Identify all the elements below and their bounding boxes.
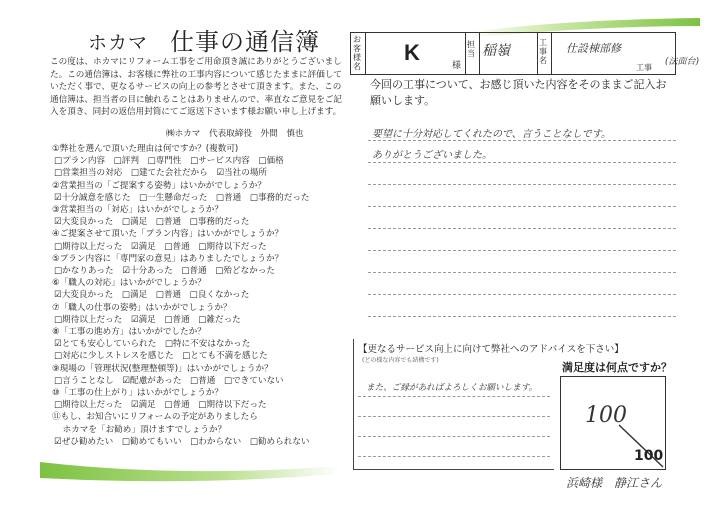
question-item: [52, 302, 348, 326]
score-heading: 満足度は何点ですか？: [562, 361, 672, 374]
score-handwritten: 100: [585, 403, 627, 428]
ruled-line: [368, 184, 676, 185]
question-options: ホカマを「お勧め」頂けますでしょうか？: [54, 424, 227, 435]
question-title: ②営業担当の「ご提案する姿勢」はいかがでしょうか？: [52, 180, 266, 191]
question-options[interactable]: □プラン内容 □評判 □専門性 □サービス内容 □価格: [54, 156, 284, 167]
ruled-line: [358, 456, 550, 457]
question-title: ④ご提案させて頂いた「プラン内容」はいかがでしょうか？: [52, 229, 284, 240]
question-options[interactable]: ☑十分誠意を感じた □一生懸命だった □普通 □事務的だった: [54, 192, 310, 203]
tanto-name[interactable]: 稲嶺: [482, 43, 510, 59]
advice-heading: 【更なるサービス向上に向けて弊社へのアドバイスを下さい】: [358, 344, 624, 355]
page-title: 仕事の通信簿: [170, 28, 320, 56]
question-item: [52, 204, 348, 228]
customer-name[interactable]: K: [404, 40, 420, 65]
score-printed: 100: [634, 448, 664, 464]
question-title: ⑧「工事の進め方」はいかがでしたか？: [52, 327, 206, 338]
question-list: [52, 143, 348, 448]
question-options[interactable]: □言うことなし ☑配慮があった □普通 □できていない: [54, 375, 284, 386]
question-options[interactable]: □対応に少しストレスを感じた □とても不満を感じた: [54, 351, 268, 362]
question-title: ⑥「職人の対応」はいかがでしょうか？: [52, 278, 206, 289]
ruled-line: [358, 416, 550, 417]
ruled-line: [368, 250, 676, 251]
tanto-label: 担当: [467, 40, 475, 58]
question-title: ⑤プラン内容に「専門家の意見」はありましたでしょうか？: [52, 253, 284, 264]
ruled-line: [368, 162, 676, 163]
customer-label: お客様名: [353, 35, 361, 71]
question-title: ③営業担当の「対応」はいかがでしょうか？: [52, 205, 223, 216]
question-item: [52, 277, 348, 301]
question-item: [52, 363, 348, 387]
customer-info-box: [350, 32, 676, 75]
ruled-line: [368, 316, 676, 317]
advice-note: (どの様な内容でも結構です): [362, 357, 439, 364]
koji-name[interactable]: 仕設棟部修: [566, 42, 621, 55]
ruled-line: [368, 228, 676, 229]
koji-suffix: (法面台): [665, 57, 700, 67]
question-item: [52, 143, 348, 180]
question-title: ⑩「工事の仕上がり」はいかがでしょうか？: [52, 388, 223, 399]
question-item: [52, 253, 348, 277]
question-options[interactable]: ☑大変良かった □満足 □普通 □良くなかった: [54, 290, 250, 301]
question-title: ⑨現場の「管理状況(整理整頓等)」はいかがでしょうか？: [52, 363, 273, 374]
ruled-line: [368, 272, 676, 273]
question-item: [52, 387, 348, 411]
ruled-line: [358, 396, 550, 397]
company-name: ホカマ: [88, 32, 149, 54]
question-title: ⑦「職人の仕事の姿勢」はいかがでしょうか？: [52, 302, 232, 313]
green-swoosh-bottom: [40, 456, 340, 486]
question-options[interactable]: ☑ぜひ勧めたい □勧めてもいい □わからない □勧められない: [54, 436, 310, 447]
koji-label: 工事: [636, 63, 652, 72]
customer-honorific: 様: [452, 61, 462, 71]
ruled-line: [358, 436, 550, 437]
feedback-heading: 今回の工事について、お感じ頂いた内容をそのままご記入お願いします。: [370, 78, 667, 107]
question-title: ⑪もし、お知合いにリフォームの予定がありましたら: [52, 412, 258, 423]
feedback-handwritten-line[interactable]: 要望に十分対応してくれたので、言うことなしです。: [372, 129, 611, 140]
ruled-line: [368, 206, 676, 207]
advice-handwritten[interactable]: また、ご縁があればよろしくお願いします。: [366, 383, 538, 393]
question-item: [52, 180, 348, 204]
question-options[interactable]: □かなりあった ☑十分あった □普通 □殆どなかった: [54, 266, 275, 277]
question-options[interactable]: ☑大変良かった □満足 □普通 □事務的だった: [54, 217, 250, 228]
question-options[interactable]: □期待以上だった ☑満足 □普通 □期待以下だった: [54, 400, 267, 411]
question-options[interactable]: □期待以上だった ☑満足 □普通 □雑だった: [54, 314, 241, 325]
footer-handwritten-note: 浜崎様 静江さん: [566, 476, 663, 490]
feedback-handwritten-line[interactable]: ありがとうございました。: [372, 150, 492, 161]
question-options[interactable]: □期待以上だった ☑満足 □普通 □期待以下だった: [54, 241, 267, 252]
question-item: [52, 228, 348, 252]
question-title: ①弊社を選んで頂いた理由は何ですか？(複数可): [52, 144, 239, 154]
question-options[interactable]: ☑とても安心していられた □特に不安はなかった: [54, 339, 251, 350]
question-item: [52, 411, 348, 448]
signature-line: ㈱ホカマ 代表取締役 外間 慎也: [166, 129, 304, 139]
question-options[interactable]: □営業担当の対応 □建てた会社だから ☑当社の場所: [54, 168, 268, 179]
question-item: [52, 326, 348, 363]
koji-vertical-label: 工事名: [539, 38, 547, 65]
ruled-line: [368, 294, 676, 295]
ruled-line: [368, 140, 676, 141]
intro-text: この度は、ホカマにリフォーム工事をご用命頂き誠にありがとうございました。この通信簿は、お客様に弊社の工事内容について感じたままに評価していただく事で、更なるサービスの向上の参考とさせて頂きます。また、この通信簿は、担当者の目に触れることはありませんので、率直なご意見をご記入を頂き、同封の返信用封筒にてご返送下さいます様お願い申し上げます。: [50, 57, 343, 118]
